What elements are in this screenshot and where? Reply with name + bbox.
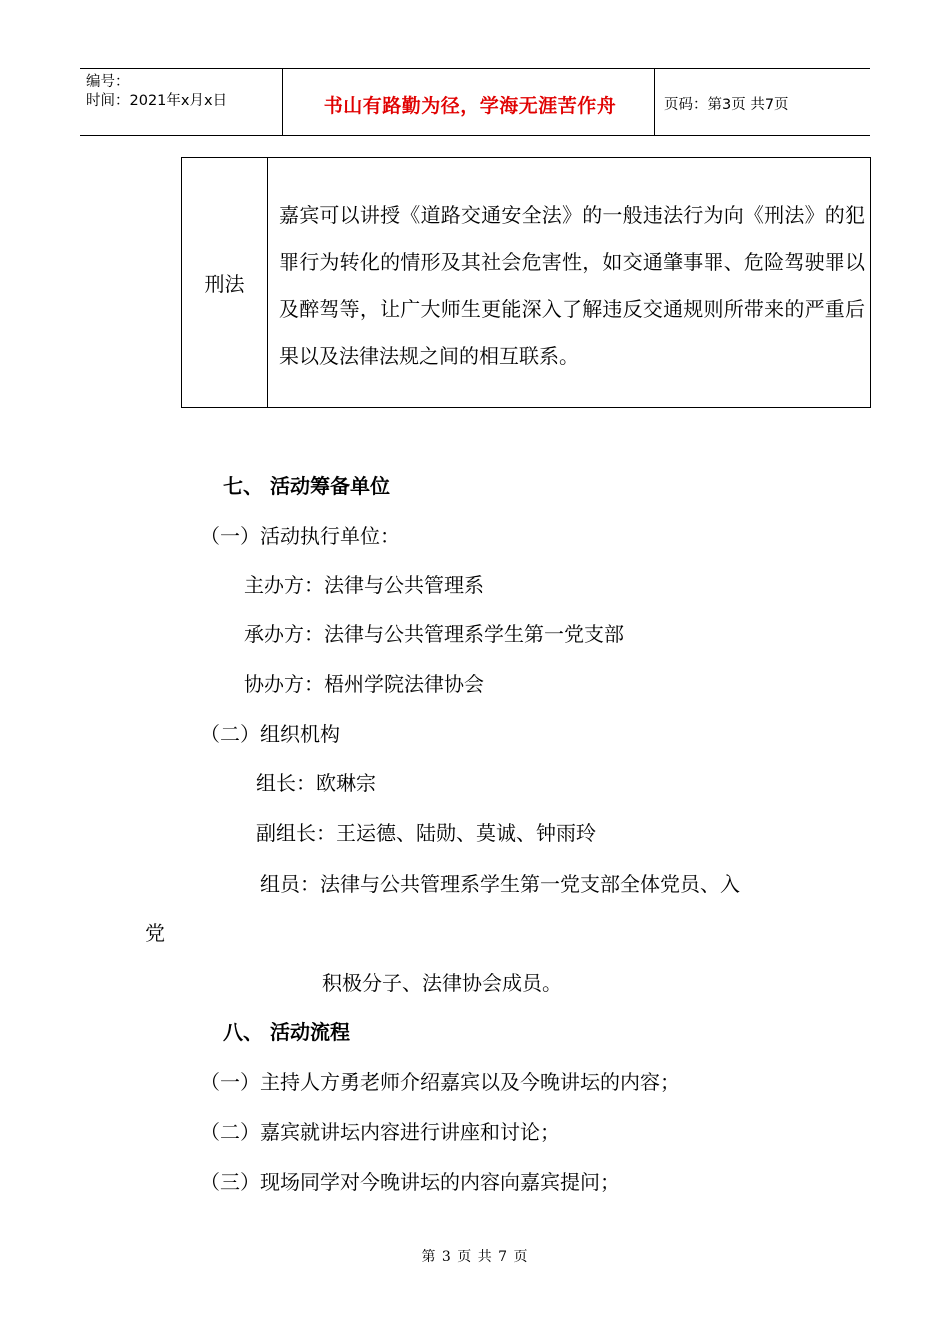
section8-heading: 八、 活动流程 [223, 1020, 350, 1044]
page-footer: 第 3 页 共 7 页 [421, 1249, 529, 1265]
flow-step-2: （二）嘉宾就讲坛内容进行讲座和讨论； [200, 1120, 560, 1144]
serial-label: 编号： [86, 74, 130, 90]
section7-sub1: （一）活动执行单位： [200, 524, 400, 548]
flow-step-1: （一）主持人方勇老师介绍嘉宾以及今晚讲坛的内容； [200, 1070, 680, 1094]
coorganizer-line: 协办方：梧州学院法律协会 [244, 672, 484, 696]
law-table [181, 157, 871, 408]
host-line: 主办方：法律与公共管理系 [244, 573, 484, 597]
header-divider-left [282, 69, 283, 135]
header-meta [86, 73, 227, 111]
header-divider-right [654, 69, 655, 135]
header-page-info: 页码：第3页 共7页 [664, 97, 789, 113]
page-header [80, 68, 870, 136]
time-label: 时间：2021年x月x日 [86, 93, 228, 109]
deputy-line: 副组长：王运德、陆勋、莫诚、钟雨玲 [256, 821, 596, 845]
section7-sub2: （二）组织机构 [200, 722, 340, 746]
leader-line: 组长：欧琳宗 [256, 771, 376, 795]
header-motto: 书山有路勤为径，学海无涯苦作舟 [323, 95, 617, 117]
table-value-cell: 嘉宾可以讲授《道路交通安全法》的一般违法行为向《刑法》的犯罪行为转化的情形及其社会危害性，如交通肇事罪、危险驾驶罪以及醉驾等，让广大师生更能深入了解违反交通规则所带来的严重后果以及法律法规之间的相互联系。 [279, 203, 865, 368]
members-line-2: 党 [145, 921, 165, 945]
table-key-cell: 刑法 [204, 272, 245, 296]
section7-heading: 七、 活动筹备单位 [223, 474, 390, 498]
table-column-divider [267, 158, 268, 407]
members-line-3: 积极分子、法律协会成员。 [322, 971, 562, 995]
flow-step-3: （三）现场同学对今晚讲坛的内容向嘉宾提问； [200, 1170, 620, 1194]
organizer-line: 承办方：法律与公共管理系学生第一党支部 [244, 622, 624, 646]
members-line-1: 组员：法律与公共管理系学生第一党支部全体党员、入 [260, 872, 740, 896]
